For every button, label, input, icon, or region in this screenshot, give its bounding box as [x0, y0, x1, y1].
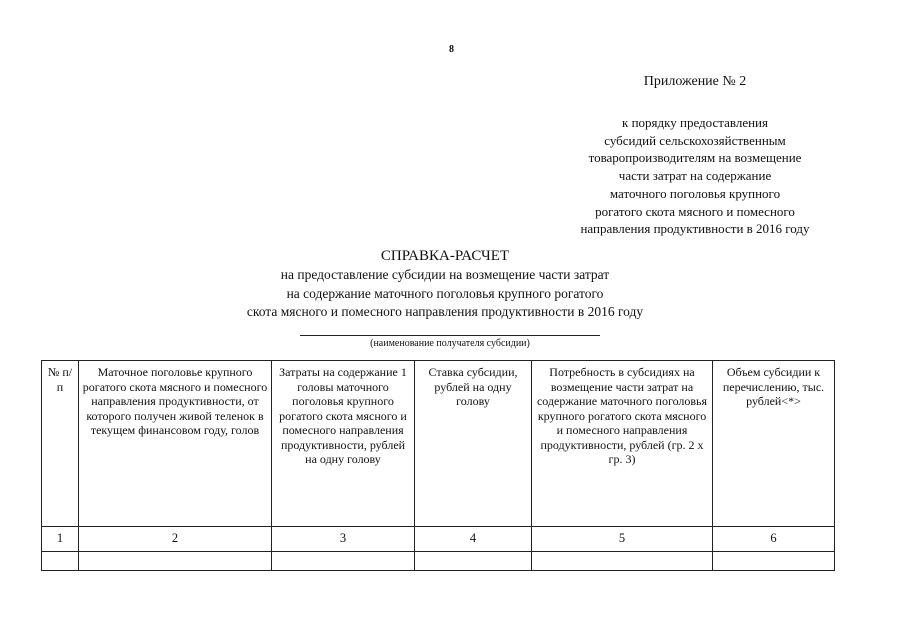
appendix-subtitle-line: рогатого скота мясного и помесного	[595, 203, 795, 219]
header-cell-livestock: Маточное поголовье крупного рогатого скота мясного и помесного направления продуктивности, от которого получен живой теленок в текущем финансовом году, голов	[79, 361, 272, 527]
document-subtitle-line: скота мясного и помесного направления продуктивности в 2016 году	[246, 304, 644, 319]
column-number-cell: 3	[272, 527, 415, 552]
recipient-name-line	[300, 335, 600, 336]
calculation-table	[41, 360, 835, 571]
empty-cell[interactable]	[42, 552, 79, 571]
appendix-subtitle-line: к порядку предоставления	[622, 115, 768, 130]
column-number-cell: 1	[42, 527, 79, 552]
header-cell-number: № п/п	[42, 361, 79, 527]
page-number: 8	[449, 44, 454, 55]
appendix-subtitle-line: направления продуктивности в 2016 году	[580, 221, 810, 237]
column-number-cell: 6	[713, 527, 835, 552]
column-number-cell: 4	[415, 527, 532, 552]
header-cell-rate: Ставка субсидии, рублей на одну голову	[415, 361, 532, 527]
recipient-caption: (наименование получателя субсидии)	[370, 338, 530, 349]
column-number-cell: 5	[532, 527, 713, 552]
empty-cell[interactable]	[713, 552, 835, 571]
appendix-subtitle	[545, 114, 845, 238]
document-subtitle-line: на содержание маточного поголовья крупного рогатого	[286, 285, 604, 301]
document-title: СПРАВКА-РАСЧЕТ	[380, 248, 510, 264]
header-cell-costs: Затраты на содержание 1 головы маточного поголовья крупного рогатого скота мясного и помесного направления продуктивности, рублей на одну голову	[272, 361, 415, 527]
column-number-cell: 2	[79, 527, 272, 552]
empty-cell[interactable]	[532, 552, 713, 571]
appendix-subtitle-line: товаропроизводителям на возмещение	[588, 150, 802, 166]
header-cell-amount: Объем субсидии к перечислению, тыс. рублей<*>	[713, 361, 835, 527]
table-header-row	[42, 361, 835, 527]
document-subtitle	[150, 266, 740, 322]
empty-cell[interactable]	[79, 552, 272, 571]
table-row-column-numbers	[42, 527, 835, 552]
header-cell-need: Потребность в субсидиях на возмещение части затрат на содержание маточного поголовья крупного рогатого скота мясного и помесного направления продуктивности, рублей (гр. 2 x гр. 3)	[532, 361, 713, 527]
appendix-title: Приложение № 2	[643, 74, 747, 89]
document-subtitle-line: на предоставление субсидии на возмещение части затрат	[280, 267, 610, 282]
table-row-empty	[42, 552, 835, 571]
appendix-subtitle-line: субсидий сельскохозяйственным	[604, 132, 786, 148]
appendix-subtitle-line: части затрат на содержание	[618, 168, 772, 184]
empty-cell[interactable]	[272, 552, 415, 571]
appendix-subtitle-line: маточного поголовья крупного	[609, 185, 781, 201]
empty-cell[interactable]	[415, 552, 532, 571]
